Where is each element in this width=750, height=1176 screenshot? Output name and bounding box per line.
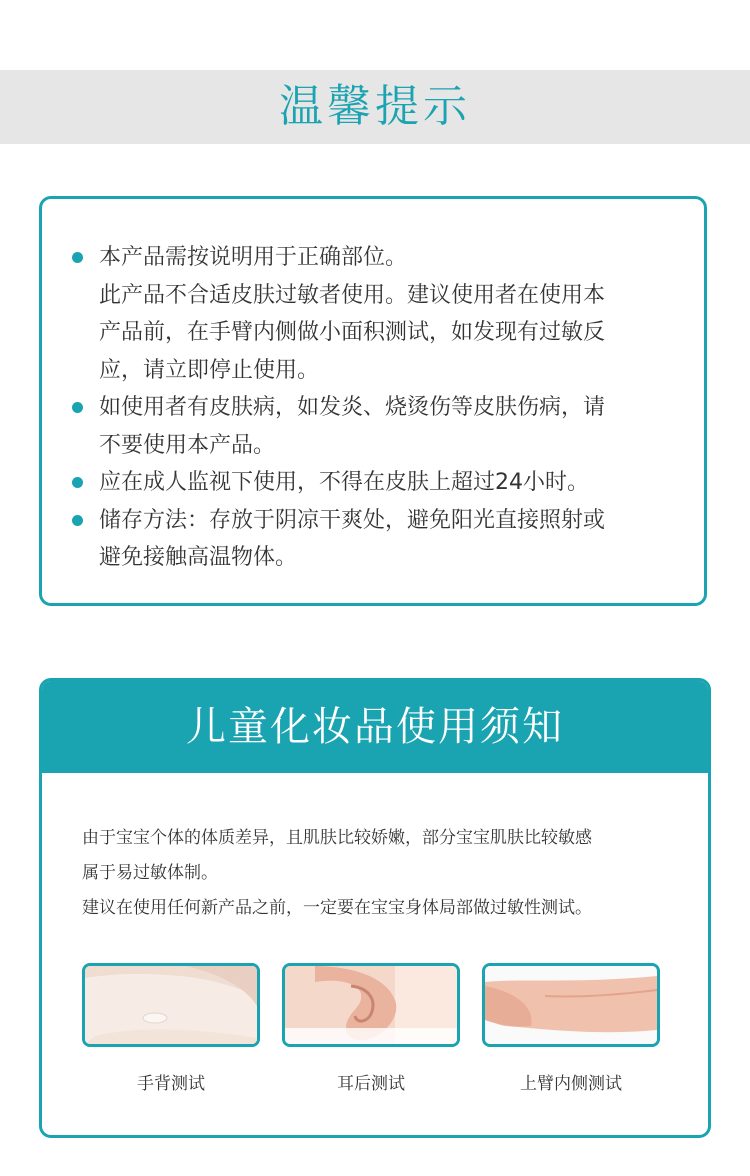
tips-banner [0,70,750,144]
paragraph-line: 属于易过敏体制。 [82,863,218,883]
tips-list [70,239,690,577]
tip-line: 不要使用本产品。 [99,432,276,458]
tip-line: 避免接触高温物体。 [99,545,298,570]
tip-item [70,389,690,464]
kids-notice-paragraph [82,821,682,926]
bullet-dot-icon [72,515,83,526]
photo-caption: 手背测试 [137,1074,205,1094]
tip-item [70,464,690,502]
inner-arm-photo [482,963,660,1047]
tip-line: 产品前，在手臂内侧做小面积测试，如发现有过敏反 [99,320,606,345]
bullet-dot-icon [72,402,83,413]
tip-line: 此产品不合适皮肤过敏者使用。建议使用者在使用本 [99,282,606,308]
ear-illustration [285,966,457,1044]
tips-box [39,196,707,606]
tip-item [70,239,690,277]
tips-title: 温馨提示 [279,81,471,132]
paragraph-line: 建议在使用任何新产品之前，一定要在宝宝身体局部做过敏性测试。 [82,898,592,918]
kids-notice-title: 儿童化妆品使用须知 [186,704,564,750]
photo-caption: 耳后测试 [337,1074,405,1094]
tip-line: 应在成人监视下使用，不得在皮肤上超过24小时。 [99,470,589,495]
kids-notice-header [42,681,708,773]
tip-line: 储存方法：存放于阴凉干爽处，避免阳光直接照射或 [99,507,606,533]
ear-photo [282,963,460,1047]
paragraph-line: 由于宝宝个体的体质差异，且肌肤比较娇嫩，部分宝宝肌肤比较敏感 [82,828,592,848]
kids-notice-box [39,678,711,1138]
bullet-dot-icon [72,252,83,263]
tip-line: 如使用者有皮肤病，如发炎、烧烫伤等皮肤伤病，请 [99,395,606,420]
hand-back-photo [82,963,260,1047]
inner-arm-illustration [485,966,657,1044]
tip-line: 应，请立即停止使用。 [99,357,320,383]
tip-item [70,502,690,577]
tip-item [70,277,690,390]
photo-caption: 上臂内侧测试 [520,1074,622,1094]
tip-line: 本产品需按说明用于正确部位。 [99,245,408,270]
bullet-dot-icon [72,477,83,488]
hand-back-illustration [85,966,257,1044]
